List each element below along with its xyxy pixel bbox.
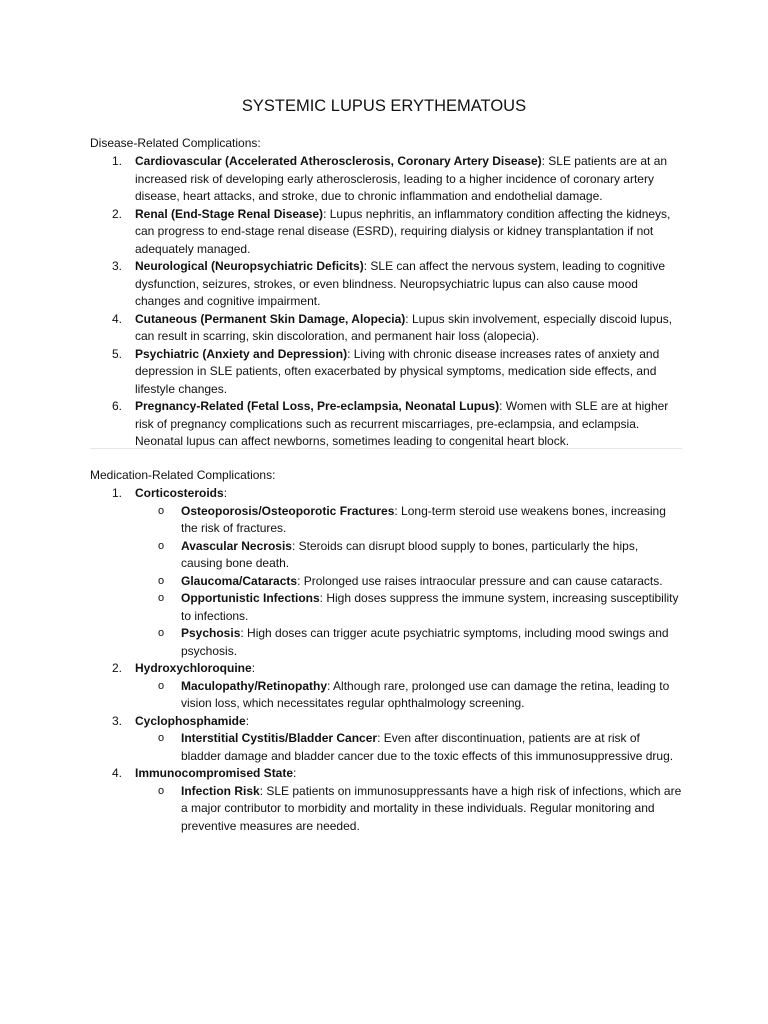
list-item (90, 713, 682, 766)
item-term: Psychiatric (Anxiety and Depression) (135, 346, 348, 361)
sub-item-text: : High doses can trigger acute psychiatric symptoms, including mood swings and psychosis. (181, 626, 669, 658)
sub-list-item (135, 678, 682, 713)
list-number: 5. (112, 346, 123, 361)
disease-section-heading: Disease-Related Complications: (90, 136, 261, 150)
list-number: 3. (112, 259, 123, 273)
sub-list (135, 783, 682, 836)
sub-item-term: Maculopathy/Retinopathy (181, 678, 328, 693)
list-number: 4. (112, 766, 123, 780)
bullet-icon: o (158, 592, 165, 604)
item-term: Cutaneous (Permanent Skin Damage, Alopecia) (135, 311, 406, 326)
item-suffix: : (293, 766, 297, 780)
sub-list-item (135, 590, 682, 625)
bullet-icon: o (158, 732, 165, 744)
sub-item-term: Infection Risk (181, 783, 260, 798)
sub-item-text: : High doses suppress the immune system, increasing susceptibility to infections. (181, 591, 679, 623)
list-item (90, 153, 682, 206)
sub-list-item (135, 538, 682, 573)
item-term: Renal (End-Stage Renal Disease) (135, 206, 324, 221)
item-text: : Lupus skin involvement, especially discoid lupus, can result in scarring, skin discoloration, and permanent hair loss (alopecia). (135, 311, 673, 343)
sub-list (135, 503, 682, 661)
item-term: Cyclophosphamide (135, 713, 246, 728)
list-number: 1. (112, 154, 123, 168)
item-text: : Lupus nephritis, an inflammatory condition affecting the kidneys, can progress to end-stage renal disease (ESRD), requiring dialysis or kidney transplantation if not adequately managed. (135, 206, 671, 256)
sub-item-text: : Even after discontinuation, patients are at risk of bladder damage and bladder cancer due to the toxic effects of this immunosuppressive drug. (181, 731, 674, 763)
sub-list-item (135, 730, 682, 765)
sub-item-text: : Although rare, prolonged use can damage the retina, leading to vision loss, which necessitates regular ophthalmology screening. (181, 678, 670, 710)
item-suffix: : (251, 661, 256, 675)
item-term: Hydroxychloroquine (135, 661, 252, 675)
sub-item-text: : Steroids can disrupt blood supply to bones, particularly the hips, causing bone death. (181, 538, 639, 570)
list-number: 3. (112, 713, 123, 728)
bullet-icon: o (158, 627, 165, 639)
list-number: 2. (112, 206, 123, 221)
list-item (90, 206, 682, 259)
list-item (90, 660, 682, 713)
item-text: : Women with SLE are at higher risk of pregnancy complications such as recurrent miscarriages, pre-eclampsia, and eclampsia. Neonatal lupus can affect newborns, sometimes leading to congenital heart block. (135, 399, 669, 448)
sub-list-item (135, 625, 682, 660)
section-divider (90, 448, 682, 449)
disease-complications-list (90, 153, 682, 451)
list-item (90, 398, 682, 451)
sub-list-item (135, 783, 682, 836)
list-item (90, 346, 682, 399)
item-term: Immunocompromised State (135, 766, 294, 780)
list-item (90, 485, 682, 660)
item-text: : Living with chronic disease increases rates of anxiety and depression in SLE patients, often exacerbated by physical symptoms, medication side effects, and lifestyle changes. (135, 346, 660, 396)
bullet-icon: o (158, 784, 165, 797)
item-text: : SLE patients are at an increased risk of developing early atherosclerosis, leading to a higher incidence of coronary artery disease, heart attacks, and stroke, due to chronic inflammation and endothelial damage. (135, 154, 668, 203)
sub-list (135, 678, 682, 713)
bullet-icon: o (158, 539, 165, 552)
document-title: SYSTEMIC LUPUS ERYTHEMATOUS (241, 97, 527, 115)
item-term: Neurological (Neuropsychiatric Deficits) (135, 259, 364, 273)
bullet-icon: o (158, 504, 165, 517)
item-term: Pregnancy-Related (Fetal Loss, Pre-eclampsia, Neonatal Lupus) (135, 399, 500, 413)
sub-item-term: Osteoporosis/Osteoporotic Fractures (181, 503, 395, 518)
item-term: Cardiovascular (Accelerated Atherosclerosis, Coronary Artery Disease) (135, 154, 542, 168)
list-item (90, 311, 682, 346)
item-text: : SLE can affect the nervous system, leading to cognitive dysfunction, seizures, strokes, or even blindness. Neuropsychiatric lupus can also cause mood changes and cognitive impairment. (135, 259, 666, 308)
sub-item-text: : SLE patients on immunosuppressants have a high risk of infections, which are a major contributor to morbidity and mortality in these individuals. Regular monitoring and preventive measures are needed. (181, 783, 682, 833)
item-term: Corticosteroids (135, 486, 224, 500)
medication-complications-list (90, 485, 682, 835)
list-number: 1. (112, 486, 123, 500)
list-item (90, 765, 682, 835)
list-number: 6. (112, 399, 123, 413)
item-suffix: : (223, 486, 228, 500)
sub-item-text: : Long-term steroid use weakens bones, increasing the risk of fractures. (181, 503, 666, 535)
sub-item-term: Glaucoma/Cataracts (181, 573, 298, 588)
sub-item-term: Avascular Necrosis (181, 538, 292, 553)
item-suffix: : (245, 713, 250, 728)
list-number: 2. (112, 661, 123, 675)
list-number: 4. (112, 311, 123, 326)
sub-item-text: : Prolonged use raises intraocular pressure and can cause cataracts. (297, 573, 663, 588)
bullet-icon: o (158, 679, 165, 692)
bullet-icon: o (158, 574, 165, 587)
sub-item-term: Psychosis (181, 626, 241, 640)
sub-item-term: Interstitial Cystitis/Bladder Cancer (181, 731, 378, 745)
sub-list-item (135, 573, 682, 591)
sub-list (135, 730, 682, 765)
sub-item-term: Opportunistic Infections (181, 591, 320, 605)
list-item (90, 258, 682, 311)
medication-section-heading: Medication-Related Complications: (90, 468, 276, 482)
sub-list-item (135, 503, 682, 538)
